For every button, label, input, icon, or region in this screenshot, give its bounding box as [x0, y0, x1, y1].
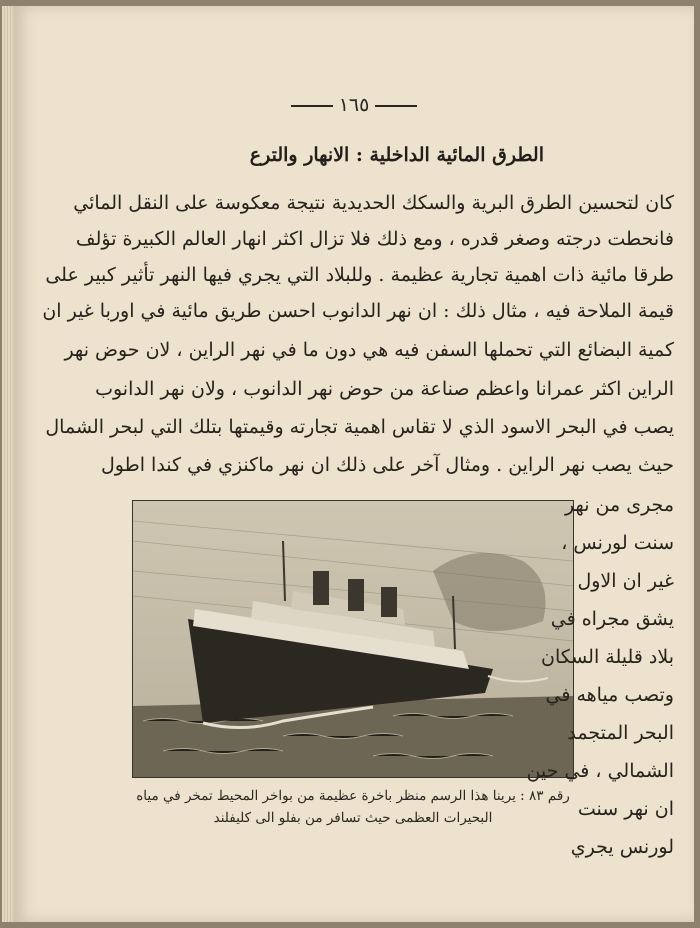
side-text-line: يشق مجراه في: [550, 608, 674, 630]
page-number-text: ١٦٥: [338, 94, 370, 116]
side-text-line: البحر المتجمد: [567, 722, 674, 744]
side-text-line: بلاد قليلة السكان: [541, 646, 674, 668]
page-edges: [2, 6, 14, 922]
section-heading: الطرق المائية الداخلية : الانهار والترع: [249, 144, 544, 166]
side-text-line: مجرى من نهر: [564, 494, 674, 516]
side-text-line: سنت لورنس ،: [561, 532, 674, 554]
paragraph-line: حيث يصب نهر الراين . ومثال آخر على ذلك ان نهر ماكنزي في كندا اطول: [100, 454, 674, 476]
figure-caption-line-1: رقم ٨٣ : يرينا هذا الرسم منظر باخرة عظيمة من بواخر المحيط تمخر في مياه: [136, 788, 570, 804]
paragraph-line: طرقا مائية ذات اهمية تجارية عظيمة . وللبلاد التي يجري فيها النهر تأثير كبير على: [45, 264, 674, 286]
paragraph-line: الراين اكثر عمرانا واعظم صناعة من حوض نهر الدانوب ، ولان نهر الدانوب: [95, 378, 674, 400]
side-text-line: ان نهر سنت: [577, 798, 674, 820]
paragraph-line: يصب في البحر الاسود الذي لا تقاس اهمية تجارته وقيمتها بتلك التي لبحر الشمال: [45, 416, 674, 438]
side-text-line: لورنس يجري: [570, 836, 674, 858]
page-number: [14, 94, 694, 116]
paragraph-line: كمية البضائع التي تحملها السفن فيه هي دون ما في نهر الراين ، لان حوض نهر: [64, 339, 674, 361]
book-page: [14, 6, 694, 922]
side-text-line: غير ان الاول: [577, 570, 674, 592]
figure-caption-line-2: البحيرات العظمى حيث تسافر من بفلو الى كليفلند: [213, 810, 493, 826]
paragraph-line: قيمة الملاحة فيه ، مثال ذلك : ان نهر الدانوب احسن طريق مائية في اوربا غير ان: [42, 300, 674, 322]
steamship-illustration: [132, 500, 574, 778]
side-text-line: الشمالي ، في حين: [526, 760, 674, 782]
paragraph-line: كان لتحسين الطرق البرية والسكك الحديدية نتيجة معكوسة على النقل المائي: [73, 192, 674, 214]
side-text-line: وتصب مياهه في: [545, 684, 674, 706]
paragraph-line: فانحطت درجته وصغر قدره ، ومع ذلك فلا تزال اكثر انهار العالم الكبيرة تؤلف: [75, 228, 674, 250]
